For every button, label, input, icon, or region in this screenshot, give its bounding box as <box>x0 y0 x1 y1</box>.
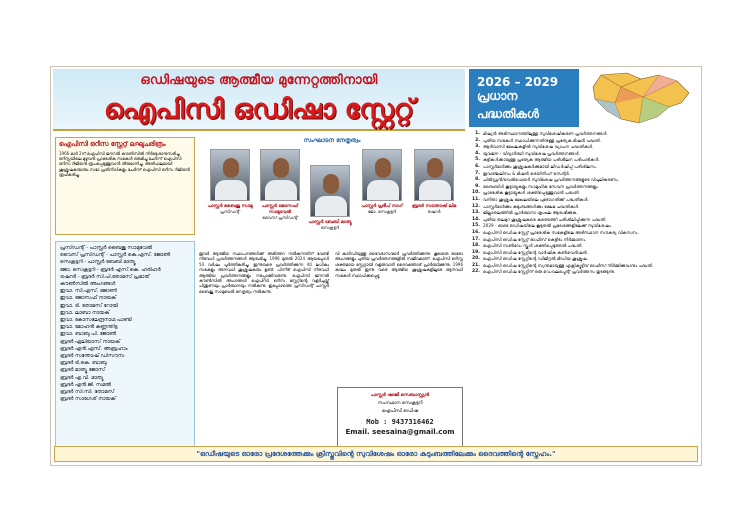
member-photo <box>359 149 405 214</box>
roster-line: ഇവാ. ടി. തോമസ് റോയി <box>60 302 119 309</box>
history-heading: ഐപിസി ഒറീസ സ്റ്റേറ്റ് ലഘുചരിത്രം <box>59 140 166 148</box>
roster-line: ഇവാ. സി.എസ്. ജോണി <box>60 288 117 295</box>
member-name: ബ്രദർ സന്തോഷ് ലിമ <box>411 204 457 209</box>
goals-list <box>469 131 699 445</box>
goal-text: ഐപിസി ഒഡിഷ സ്റ്റേറ്റിന്റെ സ്വന്തമായുള്ള എക്സിക്യൂട്ടീവ് ഓഫീസ് നിർമ്മിക്കുവാനും പദ്ധതി. <box>483 262 654 268</box>
headline-band <box>53 69 465 131</box>
roster-line: ഇവാ. മോഹൻ കണ്ണന്തിട്ട <box>60 324 118 331</box>
goal-item: 17. ഐപിസി ഒഡിഷ സ്റ്റേറ്റ് ഓഫീസ് കെട്ടിടം നിർമ്മാണം. <box>469 237 699 242</box>
goal-item: 13. ജില്ലാതലത്തിൽ പ്രാർത്ഥനാ ശൃംഖല ആരംഭിക്കുക. <box>469 210 699 215</box>
body-column-2: വി കാർഡിയുള്ള ദൈവദാസന്മാർ പ്രവർത്തിക്കുന്നു. കൂടാതെ ഓരോ അംഗങ്ങളും പുതിയ പ്രവർത്തനങ്ങളിൽ സജീവമാണ്. ഐപിസി ഒറീസ്സ ശക്തമായ സ്റ്റേറ്റായി വളരുവാൻ ദൈവത്തോട് പ്രാർത്ഥിക്കുന്നു. 1996 കാലം മുതൽ ഇന്നു വരെ ആത്മീയ ശുശ്രൂഷകളിലൂടെ ഒട്ടനവധി സഭകൾ സ്ഥാപിക്കപ്പെട്ടു. <box>335 251 463 278</box>
goal-item: 14. പുതിയ തലമുറ ശുശ്രൂഷകരെ കണ്ടെത്തി പരിശീലിപ്പിക്കുന്ന പദ്ധതി. <box>469 217 699 222</box>
goal-item: 18. ഐപിസി സൺഡേ സ്കൂൾ ശക്തിപ്പെടുത്തൽ പദ്ധതി. <box>469 243 699 248</box>
member-name: പാസ്റ്റർ ജോസഫ് സാമുവേൽ <box>261 204 299 215</box>
roster-line: ബ്രദർ മാത്യൂ ജോസ് <box>60 367 105 374</box>
goal-item: 11. വനിതാ ശുശ്രൂഷ മേഖലയിലെ പുരോഗതിക്ക് പദ്ധതികൾ. <box>469 197 699 202</box>
goal-text: കുട്ടികൾക്കായുള്ള പ്രത്യേക ആത്മീയ പരിശീലന പരിപാടികൾ. <box>483 157 600 163</box>
committee-title: സംഘാടന നേതൃത്വം <box>303 137 361 144</box>
goal-item: 6. പാസ്റ്റർമാർക്കും ശുശ്രൂഷകർക്കുമായി ലീഡർഷിപ്പ് പരിശീലനം. <box>469 164 699 169</box>
roster-line: ബ്രദർ സാഗേശ് നായക് <box>60 396 116 403</box>
contact-box <box>337 387 463 451</box>
goal-text: പാസ്റ്റർമാർക്കും കുടുംബങ്ങൾക്കും ക്ഷേമ പദ്ധതികൾ. <box>483 203 580 209</box>
goal-text: പുതിയ തലമുറ ശുശ്രൂഷകരെ കണ്ടെത്തി പരിശീലിപ്പിക്കുന്ന പദ്ധതി. <box>483 216 607 222</box>
roster-line: ഇവാ. ലാബാ നായക് <box>60 309 110 316</box>
goal-item: 15. 2029 - ഓടെ ഒഡിഷയിലെ കൂടുതൽ പ്രദേശങ്ങളിലേക്ക് സുവിശേഷം. <box>469 223 699 228</box>
goal-item: 12. പാസ്റ്റർമാർക്കും കുടുംബങ്ങൾക്കും ക്ഷേമ പദ്ധതികൾ. <box>469 204 699 209</box>
goal-text: ഐപിസി ഒഡിഷ സ്റ്റേറ്റിന് ഒരു ഡെവലപ്മെന്റ് പ്രവർത്തനം തുടങ്ങുന്നു. <box>483 269 616 275</box>
contact-email: Email. seesaina@gmail.com <box>345 428 455 436</box>
member-photo <box>207 149 253 214</box>
portrait-image <box>362 149 402 201</box>
goal-item: 5. കുട്ടികൾക്കായുള്ള പ്രത്യേക ആത്മീയ പരിശീലന പരിപാടികൾ. <box>469 157 699 162</box>
goal-text: പുതിയ സഭകൾ സ്ഥാപിക്കുന്നതിനുള്ള പ്രത്യേക മിഷൻ പദ്ധതി. <box>483 137 602 143</box>
roster-line: ജോ. സെക്രട്ടറി - ബ്രദർ എസ്.കെ. ഹരിഹർ <box>60 266 161 273</box>
roster-line: സെക്രട്ടറി - പാസ്റ്റർ ബേബി മാത്യൂ <box>60 259 136 266</box>
goal-text: മിഷ്യൻ അടിസ്ഥാനത്തിലുള്ള സുവിശേഷീകരണ പ്രവർത്തനങ്ങൾ. <box>483 131 608 136</box>
member-role: വൈസ് പ്രസിഡന്റ് <box>262 215 298 220</box>
goal-text: പാസ്റ്റർമാർക്കും ശുശ്രൂഷകർക്കുമായി ലീഡർഷിപ്പ് പരിശീലനം. <box>483 163 598 169</box>
history-text: 1966 മാർ 2ന് ഐപിസി ജനറൽ കൗൺസിൽ നിർദ്ദേശാനുസരിച്ചു ഒറീസ്സയിലെ മുഴുവൻ പ്രാദേശിക സഭകൾ ഒരുമിച്ചു ചേർന്ന് ഐപിസി ഒറീസ റീജിയൻ രൂപപ്പെടുത്തുവാൻ തീരുമാനിച്ചു. അതിഫലമായി ശുശ്രൂഷകന്മാരും സഭാ പ്രതിനിധികളും ചേർന്ന് ഐപിസി ഒറീസ റീജിയൻ രൂപീകരിച്ചു. <box>59 151 190 177</box>
member-photo <box>257 149 303 220</box>
member-role: സെക്രട്ടറി <box>320 225 340 230</box>
member-role: ട്രഷറർ <box>427 209 441 214</box>
goal-text: 2029 - ഓടെ ഒഡിഷയിലെ കൂടുതൽ പ്രദേശങ്ങളിലേക്ക് സുവിശേഷം. <box>483 223 613 229</box>
goal-item: 10. പ്രാദേശിക കൂട്ടായ്മകൾ ശക്തിപ്പെടുത്തുവാൻ പദ്ധതി. <box>469 190 699 195</box>
roster-line: ഇവാ. കോസലേന്ദ്രനാഥ പാണ്ടി <box>60 317 132 324</box>
plan-header <box>469 69 579 127</box>
history-box <box>55 137 195 235</box>
goal-text: ഐപിസി ഒഡിഷ സ്റ്റേറ്റിന്റെ വാർഷിക കൺവെൻഷൻ. <box>483 249 589 255</box>
plan-years: 2026 – 2029 പ്രധാന <box>477 75 559 103</box>
goal-text: ഐപിസി ഒഡിഷ സ്റ്റേറ്റ് ഓഫീസ് കെട്ടിടം നിർമ്മാണം. <box>483 236 587 242</box>
roster-line: പ്രസിഡന്റ് - പാസ്റ്റർ ബൈജു സാമുവേൽ <box>60 245 153 251</box>
roster-line: ബ്രദർ എ.വി. മാത്യു <box>60 374 104 381</box>
roster-line: ബ്രദർ എൻ.എസ്. അബ്രഹാം <box>60 345 128 352</box>
goal-item: 21. ഐപിസി ഒഡിഷ സ്റ്റേറ്റിന്റെ സ്വന്തമായുള്ള എക്സിക്യൂട്ടീവ് ഓഫീസ് നിർമ്മിക്കുവാനും പദ്ധതി. <box>469 263 699 268</box>
contact-mobile: Mob : 9437316462 <box>366 418 434 426</box>
member-role: പ്രസിഡന്റ് <box>220 209 240 214</box>
member-role: ജോ. സെക്രട്ടറി <box>367 209 397 214</box>
goal-text: പ്രാദേശിക കൂട്ടായ്മകൾ ശക്തിപ്പെടുത്തുവാൻ പദ്ധതി. <box>483 190 580 196</box>
roster-line: ബ്രദർ ഏലിയാസ് നായക് <box>60 338 121 345</box>
roster-line: ട്രഷറർ - ബ്രദർ സി.പി.തോമസ് പ്രഭാത് <box>60 273 150 280</box>
roster-box <box>55 241 195 461</box>
member-photo <box>307 165 353 230</box>
goal-text: ജില്ലാതലത്തിൽ പ്രാർത്ഥനാ ശൃംഖല ആരംഭിക്കുക. <box>483 210 578 216</box>
left-column <box>55 137 195 463</box>
roster-line: ബ്രദർ എൻ.ജി. സമൽ <box>60 381 111 388</box>
portrait-image <box>260 149 300 201</box>
contact-title: സംസ്ഥാന സെക്രട്ടറി <box>377 401 423 406</box>
member-photo <box>411 149 457 214</box>
goal-text: വനിതാ ശുശ്രൂഷ മേഖലയിലെ പുരോഗതിക്ക് പദ്ധതികൾ. <box>483 196 589 202</box>
member-name: പാസ്റ്റർ ബേബി മാത്യൂ <box>308 220 352 225</box>
goal-text: യുവജന - വിദ്യാർത്ഥി സുവിശേഷ പ്രവർത്തനങ്ങൾ. <box>483 150 580 156</box>
goal-item: 3. ആദിവാസി മേഖലകളിൽ സുവിശേഷ വ്യാപന പദ്ധതികൾ. <box>469 144 699 149</box>
roster-line: ബ്രദർ സി.സി. തോമസ് <box>60 389 115 396</box>
goal-item: 22. ഐപിസി ഒഡിഷ സ്റ്റേറ്റിന് ഒരു ഡെവലപ്മെന്റ് പ്രവർത്തനം തുടങ്ങുന്നു. <box>469 269 699 274</box>
goal-text: ഇവാഞ്ചലിസം & മിഷൻ ട്രെയിനിംഗ് സെന്റർ. <box>483 170 571 176</box>
headline-title: ഐപിസി ഒഡിഷാ സ്റ്റേറ്റ് <box>103 94 415 125</box>
footer-quote: "ഒഡീഷയുടെ ഓരോ പ്രദേശത്തേക്കും ക്രിസ്തുവിന്റെ സുവിശേഷം ഓരോ കുടുംബത്തിലേക്കും ദൈവത്തിന്റെ സ്നേഹം." <box>54 446 698 462</box>
article-body <box>199 251 465 463</box>
roster-line: ബ്രദർ ടി.കെ. ബാബു <box>60 360 107 367</box>
odisha-map-icon <box>581 69 699 127</box>
member-name: പാസ്റ്റർ ബൈജു സാമു <box>207 204 253 209</box>
goal-text: ഐപിസി ഒഡിഷ സ്റ്റേറ്റ് പ്രാദേശിക സഭകളിലെ അടിസ്ഥാന സൗകര്യ വികസനം. <box>483 229 639 235</box>
headline-subtitle: ഒഡിഷയുടെ ആത്മീയ മുന്നേറ്റത്തിനായി <box>140 73 378 88</box>
portrait-image <box>310 165 350 217</box>
roster-line: വൈസ് പ്രസിഡന്റ് - പാസ്റ്റർ കെ.എസ്. ജോൺ <box>60 252 171 259</box>
goal-item: 16. ഐപിസി ഒഡിഷ സ്റ്റേറ്റ് പ്രാദേശിക സഭകളിലെ അടിസ്ഥാന സൗകര്യ വികസനം. <box>469 230 699 235</box>
contact-name: പാസ്റ്റർ ഷാജി സെബാസ്റ്റ്യൻ <box>370 393 430 398</box>
committee-section <box>199 137 465 247</box>
goal-item: 9. ബൈബിൾ കൂട്ടായ്മകളും സാമൂഹിക സേവന പ്രവർത്തനങ്ങളും. <box>469 184 699 189</box>
goal-item: 19. ഐപിസി ഒഡിഷ സ്റ്റേറ്റിന്റെ വാർഷിക കൺവെൻഷൻ. <box>469 250 699 255</box>
roster-line: ബ്രദർ സന്തോഷ് ഡിസൗസ <box>60 353 125 360</box>
goal-text: ചിൽഡ്രൻ/വെൽഫെയർ സുവിശേഷ പ്രവർത്തനങ്ങളുടെ വിപുലീകരണം. <box>483 177 620 183</box>
roster-line: ഇവാ. ബാബു പി. ജോൺ <box>60 331 117 338</box>
goal-item: 2. പുതിയ സഭകൾ സ്ഥാപിക്കുന്നതിനുള്ള പ്രത്യേക മിഷൻ പദ്ധതി. <box>469 138 699 143</box>
portrait-image <box>414 149 454 201</box>
goal-item: 4. യുവജന - വിദ്യാർത്ഥി സുവിശേഷ പ്രവർത്തനങ്ങൾ. <box>469 151 699 156</box>
goal-text: ഐപിസി ഒഡിഷ സ്റ്റേറ്റിന്റെ ഡിജിറ്റൽ മീഡിയ ശുശ്രൂഷ. <box>483 256 588 262</box>
goal-item: 8. ചിൽഡ്രൻ/വെൽഫെയർ സുവിശേഷ പ്രവർത്തനങ്ങളുടെ വിപുലീകരണം. <box>469 177 699 182</box>
member-name: പാസ്റ്റർ പ്രദീപ് നാഗ് <box>361 204 403 209</box>
roster-line: കൗൺസിൽ അംഗങ്ങൾ <box>60 281 116 288</box>
body-column-1: ഇവർ ആത്മീയ സ്ഥാപനങ്ങൾക്ക് അടിത്തറ നൽകുന്നതിന് വേണ്ടി നിരവധി പ്രവർത്തനങ്ങൾ ആരംഭിച്ചു. 1996 മുതൽ 2024 ആയപ്പോൾ 50 വർഷം പൂർത്തീകരിച്ചു. ഇന്നുവരെ പ്രവർത്തിക്കുന്ന 40 ലധികം സഭകളും അനവധി ശുശ്രൂഷകരും ഉണ്ട്. പിന്നീട് ഐപിസി നിരവധി ആത്മീയ പ്രവർത്തനങ്ങളും നടപ്പാക്കിവരുന്നു. ഐപിസി ജനറൽ കൗൺസിൽ അംഗങ്ങൾ ഐപിസി ഒറീസ സ്റ്റേറ്റിന്റെ വളർച്ചയ്ക്ക് പിന്തുണയും പ്രാർത്ഥനയും നൽകുന്നു. ഇപ്പോഴത്തെ പ്രസിഡന്റ് പാസ്റ്റർ ബൈജു സാമുവേൽ നേതൃത്വം നൽകുന്നു. <box>199 251 329 294</box>
goal-text: ഐപിസി സൺഡേ സ്കൂൾ ശക്തിപ്പെടുത്തൽ പദ്ധതി. <box>483 243 583 249</box>
goal-item: 7. ഇവാഞ്ചലിസം & മിഷൻ ട്രെയിനിംഗ് സെന്റർ. <box>469 171 699 176</box>
goal-item: 1. മിഷ്യൻ അടിസ്ഥാനത്തിലുള്ള സുവിശേഷീകരണ പ്രവർത്തനങ്ങൾ. <box>469 131 699 136</box>
goal-text: ബൈബിൾ കൂട്ടായ്മകളും സാമൂഹിക സേവന പ്രവർത്തനങ്ങളും. <box>483 183 599 189</box>
article-frame <box>50 66 702 466</box>
goal-text: ആദിവാസി മേഖലകളിൽ സുവിശേഷ വ്യാപന പദ്ധതികൾ. <box>483 144 594 150</box>
goal-item: 20. ഐപിസി ഒഡിഷ സ്റ്റേറ്റിന്റെ ഡിജിറ്റൽ മീഡിയ ശുശ്രൂഷ. <box>469 256 699 261</box>
roster-line: ഇവാ. ജോസഫ് നായക് <box>60 295 117 302</box>
contact-org: ഐപിസി ഒഡിഷ <box>381 409 419 414</box>
portrait-image <box>210 149 250 201</box>
plan-title: പദ്ധതികൾ <box>477 107 539 121</box>
